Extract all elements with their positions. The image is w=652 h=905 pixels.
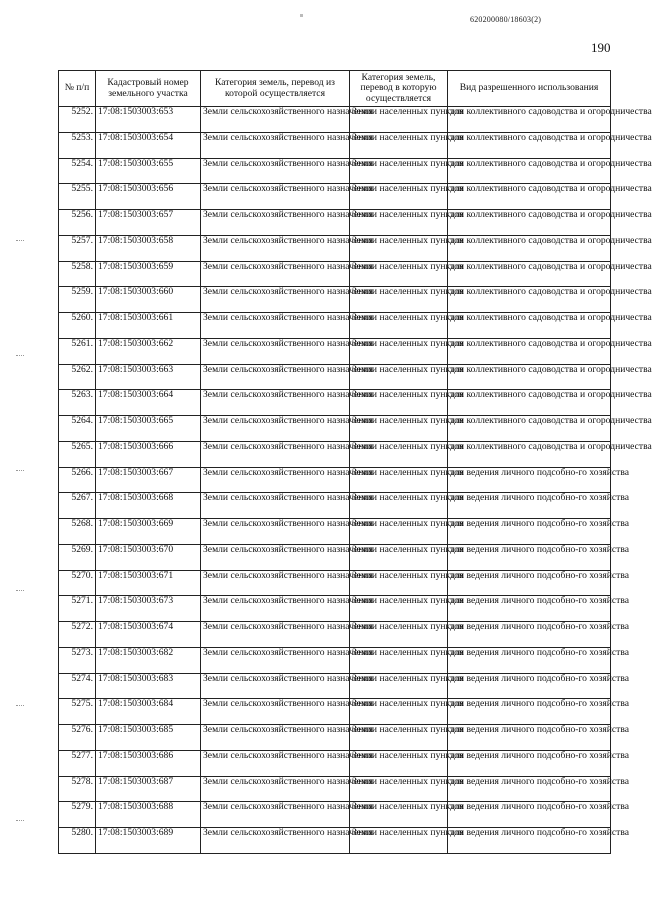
category-from: Земли сельскохозяйственного назначения [201,570,350,596]
category-from: Земли сельскохозяйственного назначения [201,673,350,699]
permitted-use: для ведения личного подсобно-го хозяйства [448,596,611,622]
category-to: Земли населенных пунктов [350,184,448,210]
table-row [59,802,611,828]
row-number: 5264. [59,416,96,442]
permitted-use: для ведения личного подсобно-го хозяйства [448,750,611,776]
column-header-cadastral: Кадастровый номер земельного участка [96,71,201,107]
category-to: Земли населенных пунктов [350,596,448,622]
table-row [59,673,611,699]
table-body [59,106,652,854]
permitted-use: для коллективного садоводства и огородничества [448,338,611,364]
cadastral-number: 17:08:1503003:674 [96,622,201,648]
row-number: 5254. [59,158,96,184]
cadastral-number: 17:08:1503003:664 [96,390,201,416]
table-row [59,750,611,776]
category-to: Земли населенных пунктов [350,467,448,493]
row-number: 5260. [59,313,96,339]
permitted-use: для ведения личного подсобно-го хозяйства [448,647,611,673]
category-from: Земли сельскохозяйственного назначения [201,287,350,313]
category-from: Земли сельскохозяйственного назначения [201,158,350,184]
margin-mark [16,240,24,243]
category-from: Земли сельскохозяйственного назначения [201,647,350,673]
table-row [59,828,611,854]
category-to: Земли населенных пунктов [350,107,448,133]
category-to: Земли населенных пунктов [350,287,448,313]
row-number: 5267. [59,493,96,519]
row-number: 5255. [59,184,96,210]
row-number: 5274. [59,673,96,699]
row-number: 5276. [59,725,96,751]
category-from: Земли сельскохозяйственного назначения [201,210,350,236]
column-header-number: № п/п [59,71,96,107]
page-number: 190 [591,40,611,55]
permitted-use: для ведения личного подсобно-го хозяйства [448,673,611,699]
row-number: 5262. [59,364,96,390]
cadastral-number: 17:08:1503003:686 [96,750,201,776]
margin-mark [16,705,24,708]
table-row [59,313,611,339]
margin-mark [16,470,24,473]
row-number: 5268. [59,519,96,545]
permitted-use: для ведения личного подсобно-го хозяйства [448,828,611,854]
cadastral-number: 17:08:1503003:685 [96,725,201,751]
cadastral-number: 17:08:1503003:669 [96,519,201,545]
table-row [59,776,611,802]
column-header-category-from: Категория земель, перевод из которой осуществляется [201,71,350,107]
permitted-use: для ведения личного подсобно-го хозяйства [448,776,611,802]
category-from: Земли сельскохозяйственного назначения [201,467,350,493]
category-from: Земли сельскохозяйственного назначения [201,596,350,622]
permitted-use: для ведения личного подсобно-го хозяйства [448,570,611,596]
permitted-use: для коллективного садоводства и огородничества [448,390,611,416]
cadastral-number: 17:08:1503003:671 [96,570,201,596]
column-header-permitted-use: Вид разрешенного использования [448,71,611,107]
table-row [59,158,611,184]
category-to: Земли населенных пунктов [350,493,448,519]
cadastral-number: 17:08:1503003:662 [96,338,201,364]
cadastral-number: 17:08:1503003:654 [96,132,201,158]
table-row [59,364,611,390]
row-number: 5279. [59,802,96,828]
row-number: 5272. [59,622,96,648]
cadastral-number: 17:08:1503003:673 [96,596,201,622]
cadastral-number: 17:08:1503003:684 [96,699,201,725]
table-row [59,570,611,596]
cadastral-number: 17:08:1503003:688 [96,802,201,828]
category-from: Земли сельскохозяйственного назначения [201,364,350,390]
category-to: Земли населенных пунктов [350,699,448,725]
table-row [59,544,611,570]
category-from: Земли сельскохозяйственного назначения [201,622,350,648]
category-from: Земли сельскохозяйственного назначения [201,441,350,467]
table-row [59,261,611,287]
category-to: Земли населенных пунктов [350,544,448,570]
category-from: Земли сельскохозяйственного назначения [201,107,350,133]
column-header-category-to: Категория земель, перевод в которую осуществляется [350,71,448,107]
category-from: Земли сельскохозяйственного назначения [201,313,350,339]
table-row [59,416,611,442]
table-row [59,338,611,364]
scan-speck [300,14,303,17]
cadastral-number: 17:08:1503003:687 [96,776,201,802]
category-to: Земли населенных пунктов [350,235,448,261]
category-to: Земли населенных пунктов [350,441,448,467]
category-from: Земли сельскохозяйственного назначения [201,261,350,287]
category-from: Земли сельскохозяйственного назначения [201,699,350,725]
row-number: 5278. [59,776,96,802]
margin-mark [16,820,24,823]
cadastral-number: 17:08:1503003:655 [96,158,201,184]
table-header-row [59,71,611,107]
category-to: Земли населенных пунктов [350,725,448,751]
cadastral-number: 17:08:1503003:668 [96,493,201,519]
category-from: Земли сельскохозяйственного назначения [201,828,350,854]
category-to: Земли населенных пунктов [350,776,448,802]
cadastral-number: 17:08:1503003:658 [96,235,201,261]
row-number: 5257. [59,235,96,261]
permitted-use: для коллективного садоводства и огородничества [448,107,611,133]
category-from: Земли сельскохозяйственного назначения [201,725,350,751]
permitted-use: для коллективного садоводства и огородничества [448,132,611,158]
row-number: 5275. [59,699,96,725]
permitted-use: для ведения личного подсобно-го хозяйства [448,699,611,725]
row-number: 5261. [59,338,96,364]
margin-mark [16,590,24,593]
category-from: Земли сельскохозяйственного назначения [201,802,350,828]
permitted-use: для коллективного садоводства и огородничества [448,158,611,184]
table-row [59,235,611,261]
category-to: Земли населенных пунктов [350,416,448,442]
row-number: 5252. [59,107,96,133]
row-number: 5266. [59,467,96,493]
permitted-use: для коллективного садоводства и огородничества [448,441,611,467]
category-to: Земли населенных пунктов [350,519,448,545]
category-to: Земли населенных пунктов [350,158,448,184]
category-to: Земли населенных пунктов [350,261,448,287]
cadastral-number: 17:08:1503003:682 [96,647,201,673]
category-from: Земли сельскохозяйственного назначения [201,544,350,570]
cadastral-number: 17:08:1503003:670 [96,544,201,570]
category-from: Земли сельскохозяйственного назначения [201,519,350,545]
category-from: Земли сельскохозяйственного назначения [201,390,350,416]
cadastral-number: 17:08:1503003:665 [96,416,201,442]
category-to: Земли населенных пунктов [350,132,448,158]
permitted-use: для коллективного садоводства и огородничества [448,416,611,442]
permitted-use: для ведения личного подсобно-го хозяйства [448,544,611,570]
row-number: 5265. [59,441,96,467]
category-to: Земли населенных пунктов [350,622,448,648]
cadastral-number: 17:08:1503003:659 [96,261,201,287]
category-from: Земли сельскохозяйственного назначения [201,416,350,442]
permitted-use: для ведения личного подсобно-го хозяйства [448,725,611,751]
category-to: Земли населенных пунктов [350,802,448,828]
cadastral-number: 17:08:1503003:667 [96,467,201,493]
permitted-use: для коллективного садоводства и огородничества [448,235,611,261]
table-row [59,622,611,648]
category-to: Земли населенных пунктов [350,390,448,416]
category-to: Земли населенных пунктов [350,828,448,854]
table-row [59,287,611,313]
table-row [59,519,611,545]
category-from: Земли сельскохозяйственного назначения [201,750,350,776]
table-row [59,647,611,673]
permitted-use: для коллективного садоводства и огородничества [448,287,611,313]
permitted-use: для коллективного садоводства и огородничества [448,364,611,390]
category-from: Земли сельскохозяйственного назначения [201,338,350,364]
row-number: 5270. [59,570,96,596]
category-from: Земли сельскохозяйственного назначения [201,132,350,158]
row-number: 5258. [59,261,96,287]
category-to: Земли населенных пунктов [350,313,448,339]
document-id: 620200080/18603(2) [470,15,542,24]
table-row [59,184,611,210]
cadastral-number: 17:08:1503003:683 [96,673,201,699]
permitted-use: для ведения личного подсобно-го хозяйства [448,467,611,493]
permitted-use: для коллективного садоводства и огородничества [448,313,611,339]
row-number: 5256. [59,210,96,236]
land-plots-table [58,70,652,854]
row-number: 5263. [59,390,96,416]
category-to: Земли населенных пунктов [350,364,448,390]
table-row [59,467,611,493]
category-from: Земли сельскохозяйственного назначения [201,776,350,802]
table-row [59,493,611,519]
category-to: Земли населенных пунктов [350,338,448,364]
category-to: Земли населенных пунктов [350,673,448,699]
permitted-use: для коллективного садоводства и огородничества [448,184,611,210]
category-to: Земли населенных пунктов [350,210,448,236]
table-row [59,390,611,416]
table-row [59,699,611,725]
row-number: 5269. [59,544,96,570]
cadastral-number: 17:08:1503003:666 [96,441,201,467]
cadastral-number: 17:08:1503003:653 [96,107,201,133]
category-from: Земли сельскохозяйственного назначения [201,184,350,210]
cadastral-number: 17:08:1503003:663 [96,364,201,390]
permitted-use: для ведения личного подсобно-го хозяйства [448,519,611,545]
category-to: Земли населенных пунктов [350,570,448,596]
row-number: 5271. [59,596,96,622]
permitted-use: для коллективного садоводства и огородничества [448,261,611,287]
row-number: 5277. [59,750,96,776]
category-from: Земли сельскохозяйственного назначения [201,235,350,261]
table-row [59,596,611,622]
category-to: Земли населенных пунктов [350,750,448,776]
permitted-use: для ведения личного подсобно-го хозяйства [448,622,611,648]
row-number: 5253. [59,132,96,158]
table-row [59,132,611,158]
row-number: 5259. [59,287,96,313]
cadastral-number: 17:08:1503003:657 [96,210,201,236]
cadastral-number: 17:08:1503003:689 [96,828,201,854]
cadastral-number: 17:08:1503003:656 [96,184,201,210]
row-number: 5273. [59,647,96,673]
margin-mark [16,355,24,358]
permitted-use: для ведения личного подсобно-го хозяйства [448,493,611,519]
category-from: Земли сельскохозяйственного назначения [201,493,350,519]
table-row [59,441,611,467]
table-row [59,107,611,133]
table-row [59,725,611,751]
table-row [59,210,611,236]
category-to: Земли населенных пунктов [350,647,448,673]
row-number: 5280. [59,828,96,854]
cadastral-number: 17:08:1503003:661 [96,313,201,339]
permitted-use: для коллективного садоводства и огородничества [448,210,611,236]
cadastral-number: 17:08:1503003:660 [96,287,201,313]
permitted-use: для ведения личного подсобно-го хозяйства [448,802,611,828]
